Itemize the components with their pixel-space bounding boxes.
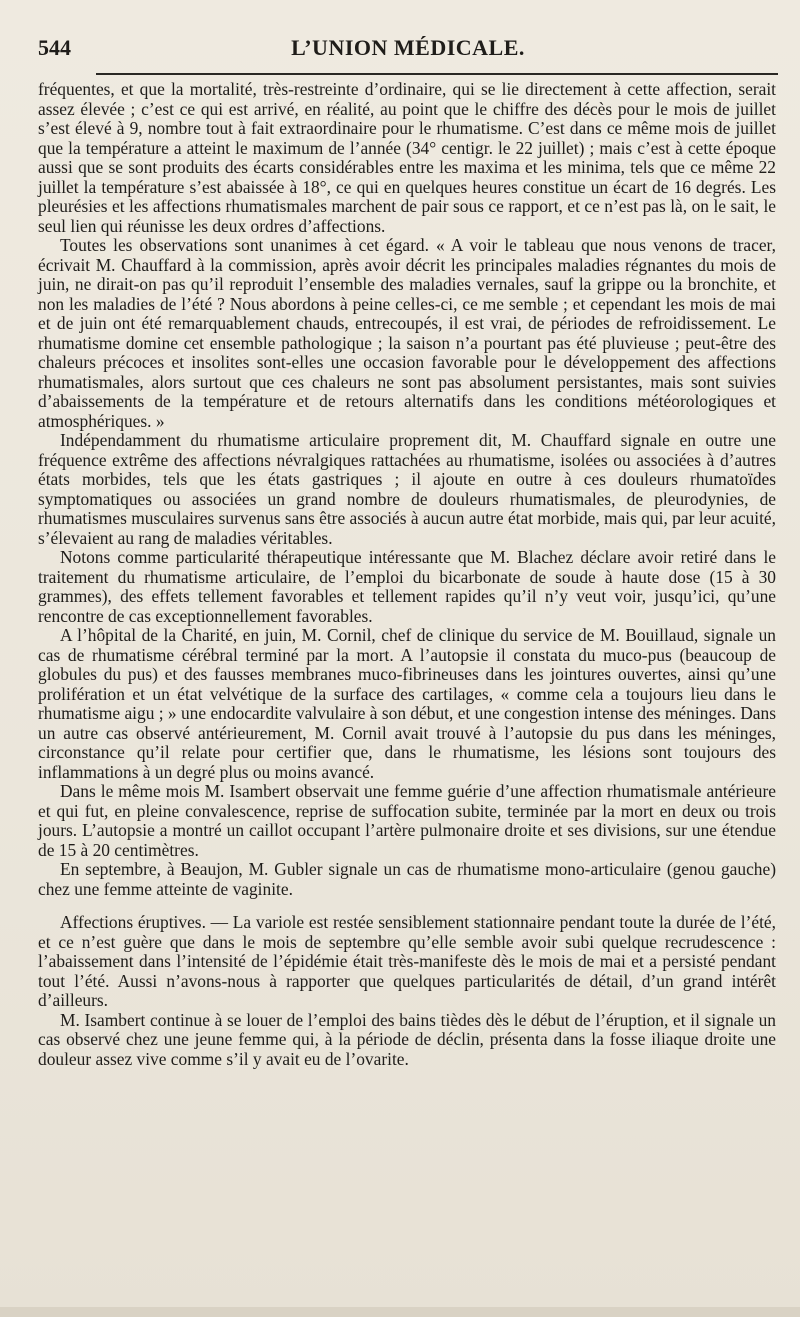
page-number: 544 [38,35,71,60]
paragraph-9: M. Isambert continue à se louer de l’emploi des bains tièdes dès le début de l’éruption, et il signale un cas observé chez une jeune femme qui, à la période de déclin, présenta dans la fosse iliaque droite une douleur assez vive comme s’il y avait eu de l’ovarite. [38,1009,776,1069]
paragraph-1: fréquentes, et que la mortalité, très-restreinte d’ordinaire, qui se lie directement à cette affection, serait assez élevée ; c’est ce qui est arrivé, en réalité, au point que le chiffre des décès pour le mois de juillet s’est élevé à 9, nombre tout à fait extraordinaire pour le rhumatisme. C’est dans ce même mois de juillet que la température a atteint le maximum de l’année (34° centigr. le 22 juillet) ; mais c’est à cette époque aussi que se sont produits des écarts considérables entre les maxima et les minima, tels que ce même 22 juillet la température s’est abaissée à 18°, ce qui en quelques heures constitue un écart de 16 degrés. Les pleurésies et les affections rhumatismales marchent de pair sous ce rapport, et ce n’est pas là, on le sait, le seul lien qui réunisse les deux ordres d’affections. [38,79,776,236]
paragraph-6: Dans le même mois M. Isambert observait une femme guérie d’une affection rhumatismale antérieure et qui fut, en pleine convalescence, reprise de suffocation subite, terminée par la mort en deux ou trois jours. L’autopsie a montré un caillot occupant l’artère pulmonaire droite et ses divisions, sur une étendue de 15 à 20 centimètres. [38,781,776,860]
header-rule [96,73,778,75]
running-title: L’UNION MÉDICALE. [291,35,525,60]
page-bottom-edge [0,1307,800,1317]
page-header [38,35,778,65]
paragraph-7: En septembre, à Beaujon, M. Gubler signale un cas de rhumatisme mono-articulaire (genou gauche) chez une femme atteinte de vaginite. [38,859,776,899]
page-body [38,80,776,1069]
paragraph-2: Toutes les observations sont unanimes à cet égard. « A voir le tableau que nous venons de tracer, écrivait M. Chauffard à la commission, après avoir décrit les principales maladies régnantes du mois de juin, ne dirait-on pas qu’il reproduit l’ensemble des maladies vernales, sauf la grippe ou la bronchite, et non les maladies de l’été ? Nous abordons à peine celles-ci, ce me semble ; et cependant les mois de mai et de juin ont été remarquablement chauds, entrecoupés, il est vrai, de périodes de refroidissement. Le rhumatisme domine cet ensemble pathologique ; la saison n’a pourtant pas été pluvieuse ; peut-être des chaleurs précoces et insolites sont-elles une occasion favorable pour le développement des affections rhumatismales, alors surtout que ces chaleurs ne sont pas absolument persistantes, mais sont suivies d’abaissements de la température et de retours alternatifs dans les conditions météorologiques et atmosphériques. » [38,235,776,431]
paragraph-4: Notons comme particularité thérapeutique intéressante que M. Blachez déclare avoir retiré dans le traitement du rhumatisme articulaire, de l’emploi du bicarbonate de soude à haute dose (15 à 30 grammes), des effets tellement favorables et tellement rapides qu’il n’y veut voir, jusqu’ici, qu’une rencontre de cas exceptionnellement favorables. [38,547,776,626]
paragraph-5: A l’hôpital de la Charité, en juin, M. Cornil, chef de clinique du service de M. Bouillaud, signale un cas de rhumatisme cérébral terminé par la mort. A l’autopsie il constata du muco-pus (beaucoup de globules du pus) et des fausses membranes muco-fibrineuses dans les jointures ouvertes, ainsi qu’une prolifération et un état velvétique de la surface des cartilages, « comme cela a toujours lieu dans le rhumatisme aigu ; » une endocardite valvulaire à son début, et une congestion intense des méninges. Dans un autre cas observé antérieurement, M. Cornil avait trouvé à l’autopsie du pus dans les méninges, circonstance qu’il relate pour certifier que, dans le rhumatisme, les lésions sont toujours des inflammations à un degré plus ou moins avancé. [38,625,776,782]
paragraph-3: Indépendamment du rhumatisme articulaire proprement dit, M. Chauffard signale en outre une fréquence extrême des affections névralgiques rattachées au rhumatisme, isolées ou associées à d’autres états morbides, tels que les états gastriques ; il ajoute en outre à ces douleurs rhumatoïdes symptomatiques ou associées un grand nombre de douleurs rhumatismales, de pleurodynies, de rhumatismes musculaires survenus sans être associés à aucun autre état morbide, mais qui, par leur acuité, s’élevaient au rang de maladies véritables. [38,430,776,548]
section-affections-eruptives: Affections éruptives. — La variole est restée sensiblement stationnaire pendant toute la durée de l’été, et ce n’est guère que dans le mois de septembre qu’elle semble avoir subi quelque recrudescence : l’abaissement dans l’intensité de l’épidémie était très-manifeste dès le mois de mai et a persisté pendant tout l’été. Aussi n’avons-nous à rapporter que quelques particularités de détail, d’un grand intérêt d’ailleurs. [38,912,776,1010]
